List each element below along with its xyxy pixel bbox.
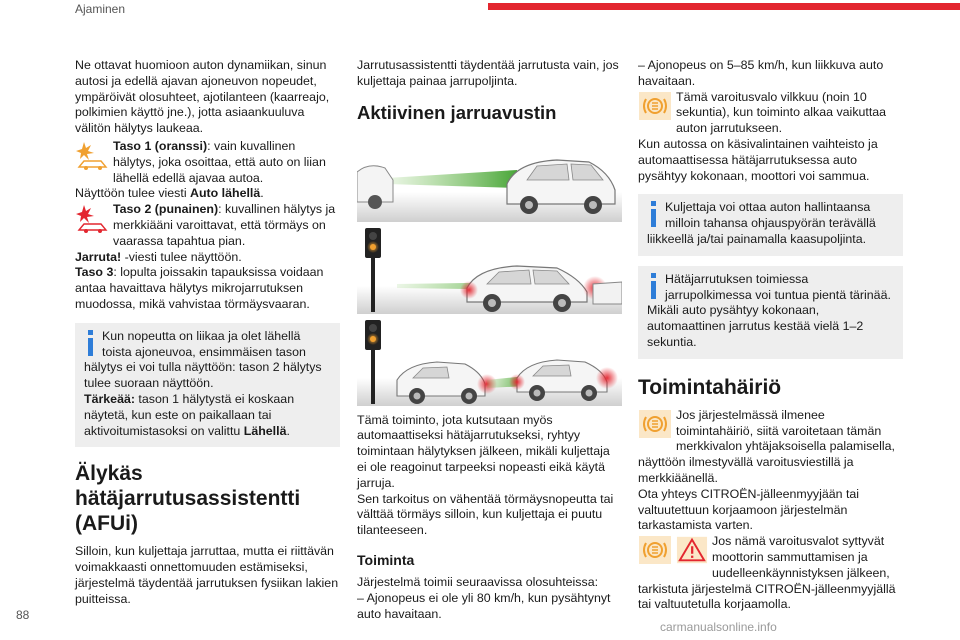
info-icon: [84, 329, 98, 357]
fault-block: [638, 408, 903, 487]
illustration-warning: [357, 224, 622, 314]
paragraph: Ota yhteys CITROËN-jälleenmyyjään tai valtuutettuun korjaamoon järjestelmän tarkastamista varten.: [638, 486, 860, 533]
collision-warning-icon: [75, 139, 109, 171]
info-icon: [647, 200, 661, 228]
warning-triangle-icon: [676, 534, 708, 566]
level-1-text: Taso 1 (oranssi): vain kuvallinen hälytys, joka osoittaa, että auto on liian lähellä edellä ajavaa autoa.: [113, 138, 326, 185]
restart-text: Jos nämä varoitusvalot syttyvät moottorin sammuttamisen ja uudelleenkäynnistyksen jälkeen, tarkistuta järjestelmä CITROËN-jälleenmyyjällä tai valtuutetulla korjaamolla.: [638, 534, 896, 612]
fault-text: Jos järjestelmässä ilmenee toimintahäiriö, siitä varoitetaan tämän merkkivalon yhtäjaksoisella palamisella, näyttöön ilmestyvällä varoitusviestillä ja merkkiäänellä.: [638, 407, 895, 485]
note-important: Tärkeää: tason 1 hälytystä ei koskaan näytetä, kun este on paikallaan tai aktivoitumistasoksi on valittu Lähellä.: [84, 391, 295, 438]
column-2: [357, 58, 622, 622]
illustration-detection: [357, 132, 622, 222]
function-subheading: Toiminta: [357, 551, 415, 568]
paragraph: Ne ottavat huomioon auton dynamiikan, sinun autosi ja edellä ajavan ajoneuvon nopeudet, ympäröivät olosuhteet, ajotilanteen (kaarreajo, polkimien käyttö jne.), jotta asiaankuuluva välitön hälytys laukeaa.: [75, 58, 330, 136]
page-number: 88: [16, 608, 30, 622]
column-3: [638, 58, 903, 613]
restart-block: [638, 534, 903, 613]
level-2-text: Taso 2 (punainen): kuvallinen hälytys ja merkkiääni varoittavat, että törmäys on vaarassa tapahtua pian.: [113, 202, 336, 248]
active-braking-warning-icon: [638, 90, 672, 122]
active-braking-warning-icon: [638, 408, 672, 440]
paragraph: Järjestelmä toimii seuraavissa olosuhteissa:: [357, 574, 599, 589]
column-1: [75, 58, 340, 608]
level-2-block: [75, 202, 340, 249]
level-1-message: Näyttöön tulee viesti Auto lähellä.: [75, 186, 264, 201]
paragraph: Jarrutusassistentti täydentää jarrutusta vain, jos kuljettaja painaa jarrupoljinta.: [357, 58, 619, 88]
info-note: [638, 266, 903, 359]
collision-alert-icon: [75, 202, 109, 234]
section-title: Ajaminen: [75, 2, 126, 16]
paragraph: Sen tarkoitus on vähentää törmäysnopeutta tai välttää törmäys silloin, kun kuljettaja ei puutu tilanteeseen.: [357, 491, 614, 538]
info-icon: [647, 272, 661, 300]
warning-light-block: [638, 90, 903, 137]
fault-heading: Toimintahäiriö: [638, 375, 782, 399]
paragraph: Tämä toiminto, jota kutsutaan myös automaattiseksi hätäjarrutukseksi, ryhtyy toimintaan hälytyksen jälkeen, mikäli kuljettaja ei ole reagoinut tarpeeksi nopeasti eikä käytä jarruja.: [357, 412, 610, 490]
afui-heading: Älykäs hätäjarrutusassistentti (AFUi): [75, 462, 301, 536]
warning-light-text: Tämä varoitusvalo vilkkuu (noin 10 sekuntia), kun toiminto alkaa vaikuttaa auton jarrutukseen.: [676, 89, 887, 136]
active-brake-heading: Aktiivinen jarruavustin: [357, 101, 557, 123]
level-1-block: [75, 139, 340, 186]
info-note: [75, 323, 340, 448]
info-note: [638, 194, 903, 255]
footer-watermark: carmanualsonline.info: [660, 620, 777, 634]
illustration-braking: [357, 316, 622, 406]
note-text: Kuljettaja voi ottaa auton hallintaansa milloin tahansa ohjauspyörän terävällä liikkeellä ja/tai painamalla kaasupoljinta.: [647, 200, 876, 246]
list-item: – Ajonopeus ei ole yli 80 km/h, kun pysähtynyt auto havaitaan.: [357, 590, 611, 621]
level-2-message: Jarruta! -viesti tulee näyttöön.: [75, 249, 242, 264]
active-braking-warning-icon: [638, 534, 672, 566]
paragraph: Kun autossa on käsivalintainen vaihteisto ja automaattisessa hätäjarrutuksessa auto pysähtyy kokonaan, moottori voi sammua.: [638, 136, 878, 183]
list-item: – Ajonopeus on 5–85 km/h, kun liikkuva auto havaitaan.: [638, 58, 884, 88]
note-text: Kun nopeutta on liikaa ja olet lähellä toista ajoneuvoa, ensimmäisen tason hälytys ei voi tulla näyttöön: tason 2 hälytys tulee suoraan näyttöön.: [84, 328, 322, 391]
note-text: Hätäjarrutuksen toimiessa jarrupolkimessa voi tuntua pientä tärinää. Mikäli auto pysähtyy kokonaan, automaattinen jarrutus kestää vielä 1–2 sekuntia.: [647, 271, 891, 349]
level-3-text: Taso 3: lopulta joissakin tapauksissa voidaan antaa havaittava hälytys mikrojarrutuksen muodossa, mikä vahvistaa törmäysvaaran.: [75, 265, 324, 311]
header-accent-bar: [488, 3, 960, 10]
paragraph: Silloin, kun kuljettaja jarruttaa, mutta ei riittävän voimakkaasti onnettomuuden estämiseksi, järjestelmä täydentää jarrutuksen fysiikan lakien puitteissa.: [75, 544, 339, 606]
